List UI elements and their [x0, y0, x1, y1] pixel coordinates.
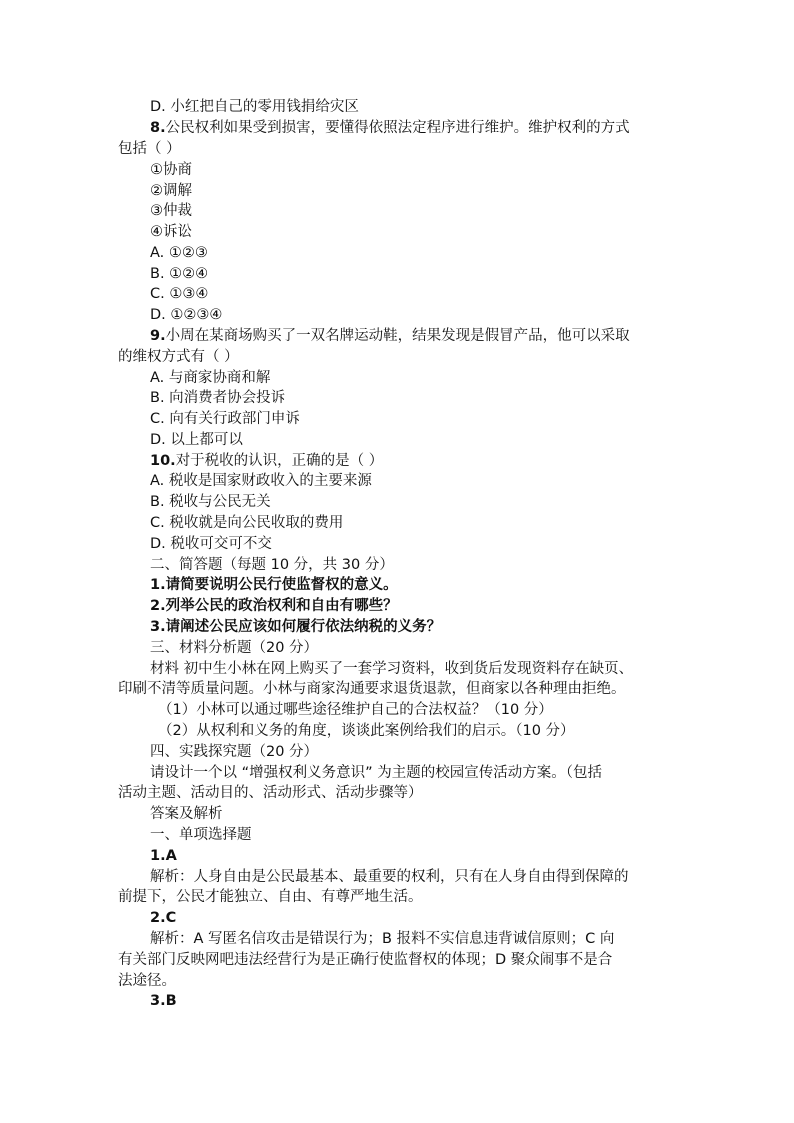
section4-text-line-1: 请设计一个以 “增强权利义务意识” 为主题的校园宣传活动方案。（包括 [150, 765, 602, 781]
section3-title: 三、材料分析题（20 分） [150, 640, 319, 656]
q9-option-a: A. 与商家协商和解 [150, 370, 271, 386]
answer-1: 1.A [150, 848, 177, 864]
q8-item-1: ①协商 [150, 162, 192, 178]
q9-number: 9. [150, 328, 166, 344]
q10-stem-text: 对于税收的认识，正确的是（ ） [175, 453, 384, 469]
q8-item-4: ④诉讼 [150, 224, 192, 240]
q10-option-a: A. 税收是国家财政收入的主要来源 [150, 473, 372, 489]
q9-option-d: D. 以上都可以 [150, 432, 243, 448]
answer-2: 2.C [150, 910, 177, 926]
section3-material-line-2: 印刷不清等质量问题。小林与商家沟通要求退货退款，但商家以各种理由拒绝。 [118, 681, 626, 697]
answer-2-explanation-line-2: 有关部门反映网吧违法经营行为是正确行使监督权的体现；D 聚众闹事不是合 [118, 952, 613, 968]
q10-option-b: B. 税收与公民无关 [150, 494, 271, 510]
answer-3: 3.B [150, 993, 177, 1009]
q10-option-c: C. 税收就是向公民收取的费用 [150, 515, 344, 531]
section3-material-line-1: 材料 初中生小林在网上购买了一套学习资料，收到货后发现资料存在缺页、 [150, 661, 634, 677]
section4-title: 四、实践探究题（20 分） [150, 744, 319, 760]
q10-number: 10. [150, 453, 176, 469]
section3-question-2: （2）从权利和义务的角度，谈谈此案例给我们的启示。（10 分） [158, 723, 575, 739]
q8-item-3: ③仲裁 [150, 203, 192, 219]
q8-number: 8. [150, 120, 166, 136]
q9-stem-text: 小周在某商场购买了一双名牌运动鞋，结果发现是假冒产品，他可以采取 [165, 328, 630, 344]
answer-2-explanation-line-3: 法途径。 [118, 973, 176, 989]
q8-stem-text: 公民权利如果受到损害，要懂得依照法定程序进行维护。维护权利的方式 [165, 120, 630, 136]
section2-question-3: 3.请阐述公民应该如何履行依法纳税的义务？ [150, 619, 442, 635]
q8-stem-line-1 [150, 118, 678, 138]
q8-stem-line-2: 包括（ ） [118, 141, 181, 157]
q10-option-d: D. 税收可交可不交 [150, 536, 272, 552]
section2-question-2: 2.列举公民的政治权利和自由有哪些？ [150, 598, 398, 614]
q9-option-b: B. 向消费者协会投诉 [150, 390, 286, 406]
q8-option-a: A. ①②③ [150, 245, 208, 261]
q8-option-c: C. ①③④ [150, 286, 209, 302]
q8-item-2: ②调解 [150, 183, 192, 199]
q8-option-d: D. ①②③④ [150, 307, 223, 323]
answers-section1-title: 一、单项选择题 [150, 827, 252, 843]
answer-1-explanation-line-1: 解析：人身自由是公民最基本、最重要的权利，只有在人身自由得到保障的 [150, 869, 629, 885]
q9-stem-line-1 [150, 326, 678, 346]
q9-option-c: C. 向有关行政部门申诉 [150, 411, 300, 427]
q9-stem-line-2: 的维权方式有（ ） [118, 349, 239, 365]
section2-question-1: 1.请简要说明公民行使监督权的意义。 [150, 577, 398, 593]
answer-1-explanation-line-2: 前提下，公民才能独立、自由、有尊严地生活。 [118, 889, 423, 905]
q8-option-b: B. ①②④ [150, 266, 209, 282]
q10-stem [150, 451, 678, 471]
section4-text-line-2: 活动主题、活动目的、活动形式、活动步骤等） [118, 785, 423, 801]
q7-option-d: D. 小红把自己的零用钱捐给灾区 [150, 99, 359, 115]
answer-2-explanation-line-1: 解析：A 写匿名信攻击是错误行为；B 报料不实信息违背诚信原则；C 向 [150, 931, 615, 947]
section2-title: 二、简答题（每题 10 分，共 30 分） [150, 557, 394, 573]
section3-question-1: （1）小林可以通过哪些途径维护自己的合法权益？（10 分） [158, 702, 553, 718]
answers-title: 答案及解析 [150, 806, 223, 822]
